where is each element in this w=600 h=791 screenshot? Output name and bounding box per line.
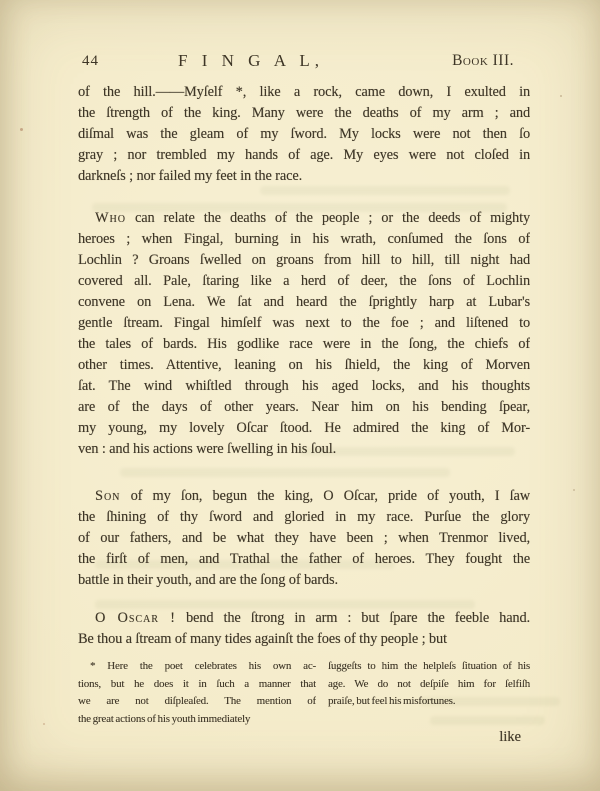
body-line: Be thou a ſtream of many tides againſt the foes of thy people ; but <box>78 631 447 647</box>
footnote-line: we are not diſpleaſed. The mention of <box>78 695 316 707</box>
paragraph-3 <box>78 486 530 591</box>
body-line <box>78 486 530 507</box>
body-line: other times. Attentive, leaning on his ſhield, the king of Morven <box>78 357 530 373</box>
body-line: the tales of bards. His godlike race were in the ſong, the chiefs of <box>78 336 530 352</box>
page-number: 44 <box>82 53 99 69</box>
body-line: of our fathers, and be what they have been ; when Trenmor lived, <box>78 530 530 546</box>
paragraph-1 <box>78 82 530 187</box>
footnote-line: praiſe, but feel his misfortunes. <box>328 695 456 707</box>
body-line: heroes ; when Fingal, burning in his wrath, conſumed the ſons of <box>78 231 530 247</box>
footnote-left-column <box>78 658 316 728</box>
body-line: of the hill.——Myſelf *, like a rock, came down, I exulted in <box>78 84 530 100</box>
body-line-text: can relate the deaths of the people ; or the deeds of mighty <box>134 210 530 226</box>
body-line: are of the days of other years. Near him on his bending ſpear, <box>78 399 530 415</box>
body-line-text: bend the ſtrong in arm : but ſpare the feeble hand. <box>186 610 530 626</box>
showthrough-ghost <box>260 186 510 195</box>
body-line-text: of my ſon, begun the king, O Oſcar, pride of youth, I ſaw <box>130 488 530 504</box>
foxing-speckle <box>43 723 45 725</box>
body-line: the firſt of men, and Trathal the father of heroes. They fought the <box>78 551 530 567</box>
footnote-line: the great actions of his youth immediately <box>78 712 251 725</box>
body-line: diſmal was the gleam of my ſword. My locks were not then ſo <box>78 126 530 142</box>
foxing-speckle <box>20 128 23 131</box>
foxing-speckle <box>573 489 575 491</box>
page-header <box>78 51 530 73</box>
body-line: covered all. Pale, ſtaring like a herd of deer, the ſons of Lochlin <box>78 273 530 289</box>
body-line: Lochlin ? Groans ſwelled on groans from hill to hill, till night had <box>78 252 530 268</box>
paragraph-2 <box>78 208 530 460</box>
footnote-line: * Here the poet celebrates his own ac- <box>90 660 316 672</box>
body-line: the ſhining of thy ſword and gloried in my race. Purſue the glory <box>78 509 530 525</box>
body-line <box>78 208 530 229</box>
catchword: like <box>499 729 521 745</box>
body-line: ven : and his actions were ſwelling in his ſoul. <box>78 441 337 457</box>
body-line: convene on Lena. We ſat and heard the ſprightly harp at Lubar's <box>78 294 530 310</box>
footnote <box>78 658 530 728</box>
book-chapter-label: Book III. <box>452 52 514 69</box>
paragraph-lead: Who <box>95 210 126 226</box>
showthrough-ghost <box>120 468 450 477</box>
footnote-line: tions, but he does it in ſuch a manner that <box>78 677 316 690</box>
footnote-line: ſuggeſts to him the helpleſs ſituation of his <box>328 660 530 672</box>
body-line: my young, my lovely Oſcar ſtood. He admired the king of Mor- <box>78 420 530 436</box>
body-line: ſat. The wind whiſtled through his aged locks, and his thoughts <box>78 378 530 394</box>
body-line: darkneſs ; nor failed my feet in the race. <box>78 168 303 184</box>
body-line: gray ; nor trembled my hands of age. My eyes were not cloſed in <box>78 147 530 163</box>
footnote-line: age. We do not deſpiſe him for ſelfiſh <box>328 677 530 690</box>
body-line: the ſtrength of the king. Many were the deaths of my arm ; and <box>78 105 530 121</box>
body-line: gentle ſtream. Fingal himſelf was next to the foe ; and liſtened to <box>78 315 530 331</box>
footnote-right-column <box>328 658 530 728</box>
paragraph-lead: O Oscar ! <box>95 610 176 626</box>
paragraph-4 <box>78 608 530 650</box>
paragraph-lead: Son <box>95 488 121 504</box>
foxing-speckle <box>560 95 562 97</box>
body-line: battle in their youth, and are the ſong of bards. <box>78 572 338 588</box>
body-line <box>78 608 530 629</box>
running-title: F I N G A L, <box>178 51 324 70</box>
